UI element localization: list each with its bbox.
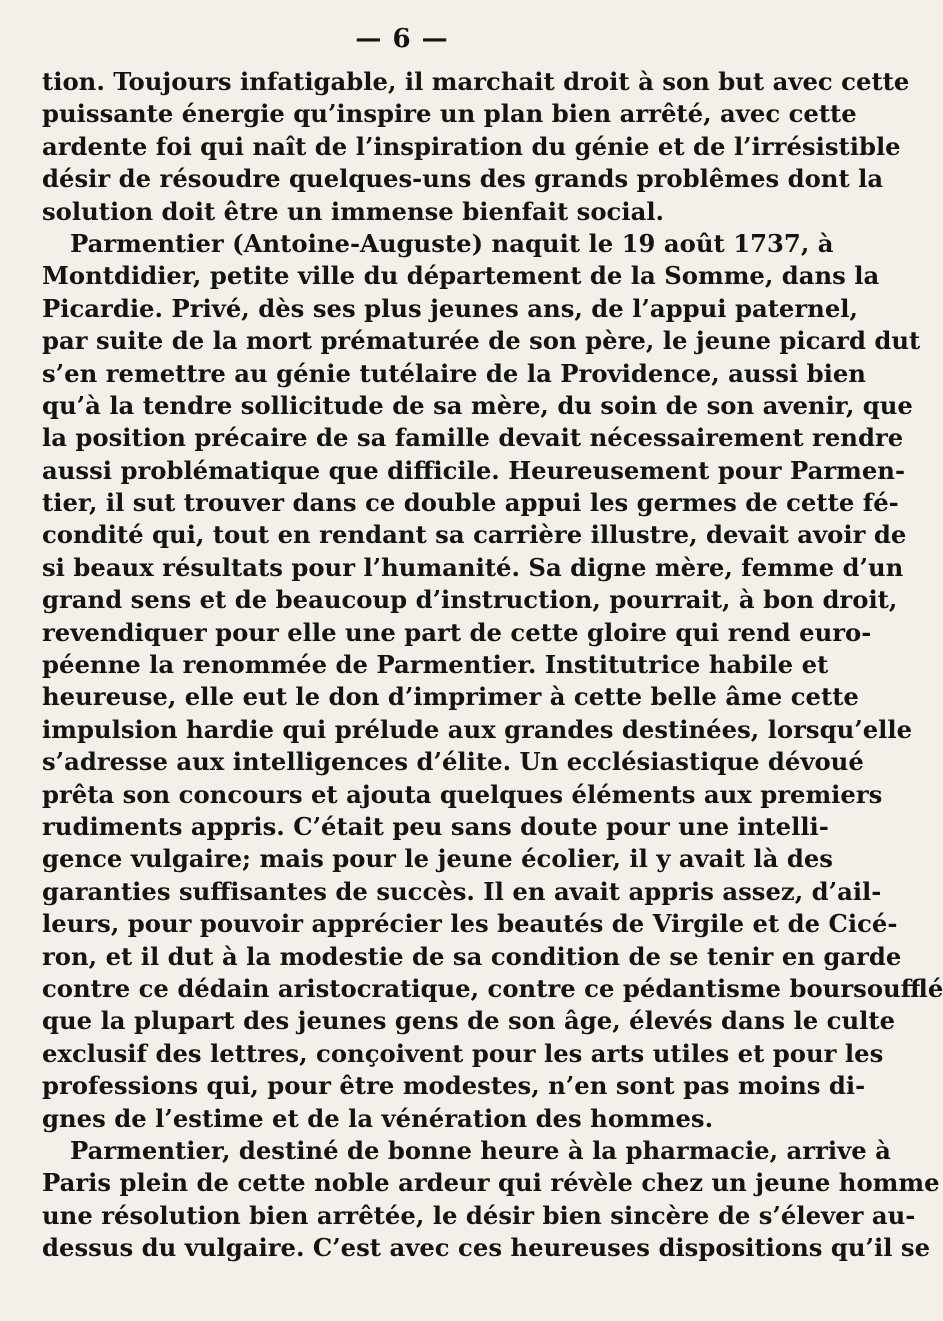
text-line: s’en remettre au génie tutélaire de la Providence, aussi bien — [42, 358, 866, 388]
text-line: heureuse, elle eut le don d’imprimer à cette belle âme cette — [42, 682, 859, 712]
text-line: rudiments appris. C’était peu sans doute pour une intelli- — [42, 811, 829, 841]
text-line: impulsion hardie qui prélude aux grandes destinées, lorsqu’elle — [42, 714, 913, 744]
text-line: puissante énergie qu’inspire un plan bien arrêté, avec cette — [42, 99, 857, 129]
text-line: gence vulgaire; mais pour le jeune écolier, il y avait là des — [42, 844, 833, 874]
text-line: leurs, pour pouvoir apprécier les beautés de Virgile et de Cicé- — [42, 909, 898, 939]
text-line: que la plupart des jeunes gens de son âge, élevés dans le culte — [42, 1006, 896, 1036]
text-line: grand sens et de beaucoup d’instruction, pourrait, à bon droit, — [42, 585, 898, 615]
text-line: Picardie. Privé, dès ses plus jeunes ans, de l’appui paternel, — [42, 293, 858, 323]
text-line: si beaux résultats pour l’humanité. Sa digne mère, femme d’un — [42, 552, 904, 582]
text-line: prêta son concours et ajouta quelques éléments aux premiers — [42, 779, 883, 809]
page-number: — 6 — — [355, 24, 449, 54]
text-line: solution doit être un immense bienfait social. — [42, 196, 665, 226]
text-line: s’adresse aux intelligences d’élite. Un ecclésiastique dévoué — [42, 747, 864, 777]
paragraph — [42, 66, 910, 228]
text-line: dessus du vulgaire. C’est avec ces heureuses dispositions qu’il se — [42, 1233, 931, 1263]
text-line: condité qui, tout en rendant sa carrière illustre, devait avoir de — [42, 520, 907, 550]
paragraph — [42, 1135, 940, 1265]
text-line: une résolution bien arrêtée, le désir bien sincère de s’élever au- — [42, 1200, 916, 1230]
text-line: professions qui, pour être modestes, n’en sont pas moins di- — [42, 1071, 866, 1101]
text-line: Paris plein de cette noble ardeur qui révèle chez un jeune homme — [42, 1168, 940, 1198]
text-line: désir de résoudre quelques-uns des grands problêmes dont la — [42, 164, 884, 194]
paragraph — [42, 228, 943, 1135]
text-line: Parmentier, destiné de bonne heure à la pharmacie, arrive à — [70, 1135, 891, 1165]
text-line: Montdidier, petite ville du département de la Somme, dans la — [42, 261, 880, 291]
text-line: exclusif des lettres, conçoivent pour les arts utiles et pour les — [42, 1038, 884, 1068]
text-line: ron, et il dut à la modestie de sa condition de se tenir en garde — [42, 941, 902, 971]
text-line: garanties suffisantes de succès. Il en avait appris assez, d’ail- — [42, 876, 882, 906]
body-text — [42, 66, 943, 1264]
text-line: revendiquer pour elle une part de cette gloire qui rend euro- — [42, 617, 872, 647]
text-line: tion. Toujours infatigable, il marchait droit à son but avec cette — [42, 67, 910, 96]
text-line: contre ce dédain aristocratique, contre ce pédantisme boursoufflé — [42, 973, 943, 1003]
text-line: péenne la renommée de Parmentier. Institutrice habile et — [42, 650, 829, 680]
text-line: ardente foi qui naît de l’inspiration du génie et de l’irrésistible — [42, 131, 901, 161]
text-line: gnes de l’estime et de la vénération des hommes. — [42, 1103, 714, 1133]
text-line: tier, il sut trouver dans ce double appui les germes de cette fé- — [42, 488, 899, 518]
text-line: qu’à la tendre sollicitude de sa mère, du soin de son avenir, que — [42, 390, 913, 420]
text-line: aussi problématique que difficile. Heureusement pour Parmen- — [42, 455, 906, 485]
text-line: Parmentier (Antoine-Auguste) naquit le 19 août 1737, à — [70, 228, 834, 258]
text-line: la position précaire de sa famille devait nécessairement rendre — [42, 423, 904, 453]
text-line: par suite de la mort prématurée de son père, le jeune picard dut — [42, 326, 921, 356]
